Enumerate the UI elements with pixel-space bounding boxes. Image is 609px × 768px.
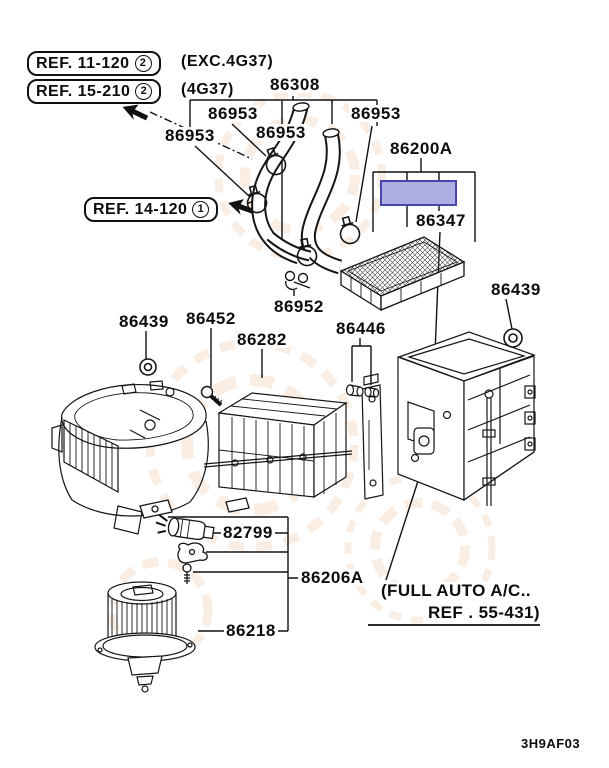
part-label-86953-4: 86953 [256,123,306,142]
part-label-86347: 86347 [416,211,466,230]
ref-box-11-120 [27,51,161,76]
small-screw-icon [183,564,191,584]
ref-box-14-120 [84,197,218,222]
ref-suffix: (EXC.4G37) [181,53,274,70]
highlight-86200A[interactable] [381,181,456,205]
circled-number-icon: 2 [135,55,152,72]
part-label-86452: 86452 [186,309,236,328]
part-label-86282: 86282 [237,330,287,349]
note-line-1: (FULL AUTO A/C.. [381,581,531,600]
part-label-86200A: 86200A [390,139,453,158]
evaporator-case-drawing [398,332,535,506]
part-label-86218: 86218 [226,621,276,640]
part-label-86206A: 86206A [301,568,364,587]
circled-number-icon: 2 [135,83,152,100]
clamp-bracket-drawing [178,543,207,563]
ref-label: REF. 14-120 [93,200,188,218]
ref-label: REF. 11-120 [36,54,130,72]
part-label-86439-left: 86439 [119,312,169,331]
ref-box-15-210 [27,79,161,104]
ref-label: REF. 15-210 [36,82,131,100]
clip-drawing [286,272,311,290]
part-label-86953-3: 86953 [165,126,215,145]
evaporator-core-drawing [341,237,464,310]
part-label-86446: 86446 [336,319,386,338]
part-label-86439-right: 86439 [491,280,541,299]
part-label-86308: 86308 [270,75,320,94]
part-label-86953-1: 86953 [208,104,258,123]
part-label-82799: 82799 [223,523,273,542]
circled-number-icon: 1 [192,201,209,218]
part-label-86952: 86952 [274,297,324,316]
drawing-code: 3H9AF03 [521,736,581,751]
ref-suffix: (4G37) [181,81,234,98]
part-label-86953-2: 86953 [351,104,401,123]
note-line-2: REF . 55-431) [428,603,540,622]
